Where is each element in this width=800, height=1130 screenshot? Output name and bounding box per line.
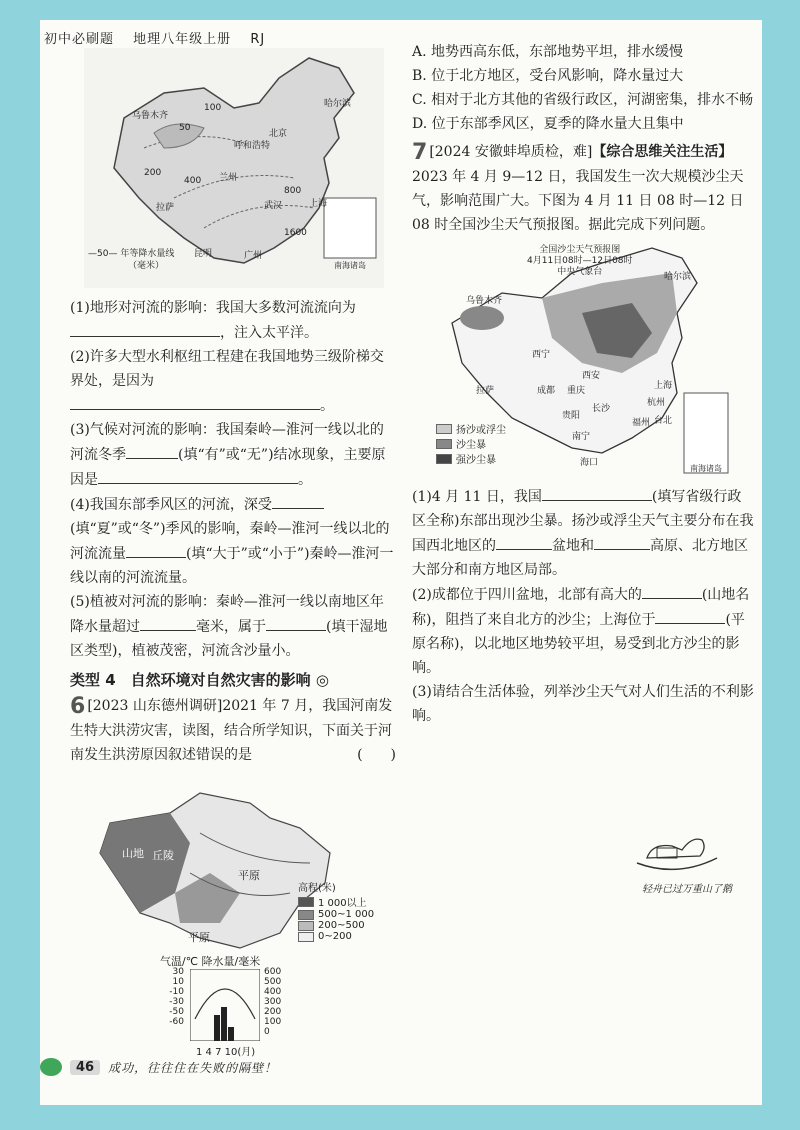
left-column [70,40,396,1058]
elevation-legend-0 [298,931,374,942]
elevation-legend-200-label: 200~500 [318,920,365,931]
q7-p2c-text: (平原名称)，以北地区地势较平坦，易受到北方沙尘的影响。 [412,612,745,676]
page-footer [40,1058,277,1076]
map1-legend-line: —50— 年等降水量线 [88,249,175,259]
dust-city-xian: 西安 [582,371,601,381]
henan-relief-map [70,773,390,953]
dust-city-harbin: 哈尔滨 [664,272,692,282]
q7-p2 [412,582,754,680]
dust-legend-storm-label: 沙尘暴 [456,440,486,451]
dust-city-hangzhou: 杭州 [647,398,666,408]
henan-label-hills: 丘陵 [152,849,174,862]
q7-p1c-text: 盆地和 [552,538,594,554]
map1-contour-1600: 1600 [284,228,307,238]
precipitation-map [84,48,384,288]
header-edition: RJ [250,32,266,47]
map1-city-lanzhou: 兰州 [219,173,238,183]
q7-p1 [412,484,754,582]
blank-basin[interactable] [496,533,552,550]
doodle-caption: 轻舟已过万重山了鹅 [642,884,732,895]
elevation-legend-500 [298,909,374,920]
dust-city-urumqi: 乌鲁木齐 [466,296,503,306]
q7-p1-text: (1)4 月 11 日，我国 [412,489,542,505]
q-left-p3-text: (3)气候对河流的影响：我国秦岭—淮河一线以北的河流冬季 [70,422,384,463]
q6-option-c[interactable]: C. 相对于北方其他的省级行政区，河湖密集，排水不畅 [412,92,754,108]
elevation-legend-0-label: 0~200 [318,931,352,942]
blank-mountain[interactable] [642,582,702,599]
header-subject: 地理八年级上册 [133,32,232,47]
precip-tick: 300 [264,997,282,1007]
q7-p2-text: (2)成都位于四川盆地，北部有高大的 [412,587,642,603]
dust-city-nanning: 南宁 [572,432,591,442]
precip-tick: 0 [264,1027,270,1037]
climate-plot [190,969,260,1041]
right-column [412,40,754,908]
q7-p3: (3)请结合生活体验，列举沙尘天气对人们生活的不利影响。 [412,684,754,724]
dust-map-inset-label: 南海诸岛 [690,464,722,473]
q-left-p5c-text: (填干湿地区类型)，植被茂密，河流含沙量小。 [70,619,388,659]
blank-hydro-reason[interactable] [70,393,320,410]
elevation-legend-1000-label: 1 000以上 [318,898,367,909]
q7-p1d-text: 高原、北方地区大部分和南方地区局部。 [412,538,748,578]
q7-number: 7 [412,140,428,165]
dust-city-taipei: 台北 [654,416,673,426]
q7-source: [2024 安徽蚌埠质检，难] [429,144,593,160]
elevation-legend-500-label: 500~1 000 [318,909,375,920]
precip-tick: 100 [264,1017,282,1027]
q-left-p2-text: (2)许多大型水利枢纽工程建在我国地势三级阶梯交界处，是因为 [70,349,384,389]
dust-legend [436,421,506,466]
blank-humidity-zone[interactable] [266,614,326,631]
dust-legend-floating-label: 扬沙或浮尘 [456,425,506,436]
henan-label-plain-2: 平原 [188,931,210,944]
blank-province[interactable] [542,484,652,501]
q-left-p4 [70,492,396,590]
elevation-legend-200 [298,920,374,931]
target-icon: ◎ [315,671,329,689]
q6-option-b[interactable]: B. 位于北方地区，受台风影响，降水量过大 [412,68,684,84]
climate-chart-title: 气温/℃ 降水量/毫米 [160,955,261,968]
map1-city-hohhot: 呼和浩特 [234,141,271,151]
dust-forecast-map [432,243,732,478]
blank-flow-compare[interactable] [126,541,186,558]
q7-text: 2023 年 4 月 9—12 日，我国发生一次大规模沙尘天气，影响范围广大。下图为 4 月 11 日 08 时—12 日 08 时全国沙尘天气预报图。据此完成下列问题。 [412,169,744,233]
map1-contour-800: 800 [284,186,302,196]
map1-contour-200: 200 [144,168,162,178]
elevation-legend-title: 高程(米) [298,883,336,894]
blank-monsoon[interactable] [272,492,324,509]
q-left-p5 [70,590,396,663]
henan-label-plain-1: 平原 [238,869,260,882]
map1-legend-unit: （毫米） [128,261,165,271]
q-left-p4b-text: (填“夏”或“冬”)季风的影响，秦岭—淮河一线以北的河流流量 [70,521,390,562]
blank-plain[interactable] [655,607,725,624]
temp-tick: -50 [169,1007,184,1017]
q-left-p1-text: (1)地形对河流的影响：我国大多数河流流向为 [70,300,356,316]
dust-city-xining: 西宁 [532,350,551,360]
q7-stem [412,140,754,237]
temp-axis [160,967,184,1027]
q-left-p3 [70,418,396,492]
duck-boat-icon [632,828,722,878]
dust-map-title-3: 中央气象台 [557,267,603,277]
map1-city-wuhan: 武汉 [264,201,283,211]
q6-option-a[interactable]: A. 地势西高东低，东部地势平坦，排水缓慢 [412,44,684,60]
dust-map-title [527,245,633,278]
temp-tick: -10 [169,987,184,997]
elevation-legend [298,879,374,942]
q7-p2b-text: (山地名称)，阻挡了来自北方的沙尘；上海位于 [412,587,750,628]
map1-contour-100: 100 [204,103,222,113]
q6-option-d[interactable]: D. 位于东部季风区，夏季的降水量大且集中 [412,116,684,132]
temp-tick: -30 [169,997,184,1007]
dust-city-shanghai: 上海 [654,381,673,391]
q-left-p3c-text: 。 [298,472,312,488]
q6-stem [70,694,396,767]
q-left-p4-text: (4)我国东部季风区的河流，深受 [70,497,272,513]
dust-legend-severe [436,451,506,466]
precip-tick: 500 [264,977,282,987]
dust-city-fuzhou: 福州 [632,418,651,428]
footer-motto: 成功，往往住在失败的隔壁！ [108,1060,278,1075]
q7-p1b-text: (填写省级行政区全称)东部出现沙尘暴。扬沙或浮尘天气主要分布在我国西北地区的 [412,489,754,554]
blank-river-direction[interactable] [70,320,220,337]
q7-tag: 【综合思维关注生活】 [592,144,733,160]
section4-title-text: 类型 4 自然环境对自然灾害的影响 [70,671,311,689]
q6-source: [2023 山东德州调研] [87,698,223,714]
blank-precip-mm[interactable] [140,614,196,631]
map1-city-lhasa: 拉萨 [156,203,175,213]
dust-legend-floating [436,421,506,436]
elevation-legend-1000 [298,894,374,909]
section4-title [70,669,396,690]
dust-legend-storm [436,436,506,451]
blank-freeze-reason[interactable] [98,467,298,484]
dust-legend-severe-label: 强沙尘暴 [456,455,496,466]
q6-number: 6 [70,694,86,719]
henan-label-mountain: 山地 [122,847,144,860]
duck-boat-doodle [412,828,754,908]
q-left-p3b-text: (填“有”或“无”)结冰现象，主要原因是 [70,447,386,488]
dust-city-changsha: 长沙 [592,404,611,414]
header-series: 初中必刷题 [44,32,115,47]
temp-tick: 10 [172,977,184,987]
q-left-p5-text: (5)植被对河流的影响：秦岭—淮河一线以南地区年降水量超过 [70,594,384,635]
map1-city-beijing: 北京 [269,129,288,139]
brand-logo-icon [40,1058,62,1076]
q-left-p4c-text: (填“大于”或“小于”)秦岭—淮河一线以南的河流流量。 [70,546,394,586]
dust-map-title-2: 4月11日08时—12日08时 [527,256,633,266]
q-left-p1 [70,296,396,345]
dust-city-haikou: 海口 [580,458,599,468]
q6-text: 2021 年 7 月，我国河南发生特大洪涝灾害，读图，结合所学知识，下面关于河南发生洪涝原因叙述错误的是 [70,698,393,763]
map1-city-kunming: 昆明 [194,249,213,259]
precip-tick: 200 [264,1007,282,1017]
blank-plateau[interactable] [594,533,650,550]
precip-tick: 600 [264,967,282,977]
dust-city-chengdu: 成都 [537,386,556,396]
q-left-p5b-text: 毫米，属于 [196,619,266,635]
q-left-p1b-text: ，注入太平洋。 [220,325,318,341]
map1-city-guangzhou: 广州 [244,251,263,261]
q-left-p2 [70,345,396,418]
climate-chart [160,953,380,1058]
map1-contour-400: 400 [184,176,202,186]
q-left-p2b-text: 。 [320,398,334,414]
map1-city-urumqi: 乌鲁木齐 [132,111,169,121]
q6-answer-paren[interactable]: ( ) [357,747,396,763]
dust-city-lhasa: 拉萨 [476,386,495,396]
map1-city-shanghai: 上海 [309,199,328,209]
month-axis: 1 4 7 10(月) [196,1047,256,1058]
page-number: 46 [70,1060,100,1075]
map1-inset-label: 南海诸岛 [334,261,366,270]
precip-tick: 400 [264,987,282,997]
map1-city-harbin: 哈尔滨 [324,99,352,109]
dust-map-title-1: 全国沙尘天气预报图 [539,245,621,255]
dust-city-chongqing: 重庆 [567,386,586,396]
temp-tick: 30 [172,967,184,977]
blank-freeze[interactable] [126,442,178,459]
precip-axis [264,967,281,1037]
dust-city-guiyang: 贵阳 [562,411,581,421]
temp-tick: -60 [169,1017,184,1027]
map1-contour-50: 50 [179,123,191,133]
